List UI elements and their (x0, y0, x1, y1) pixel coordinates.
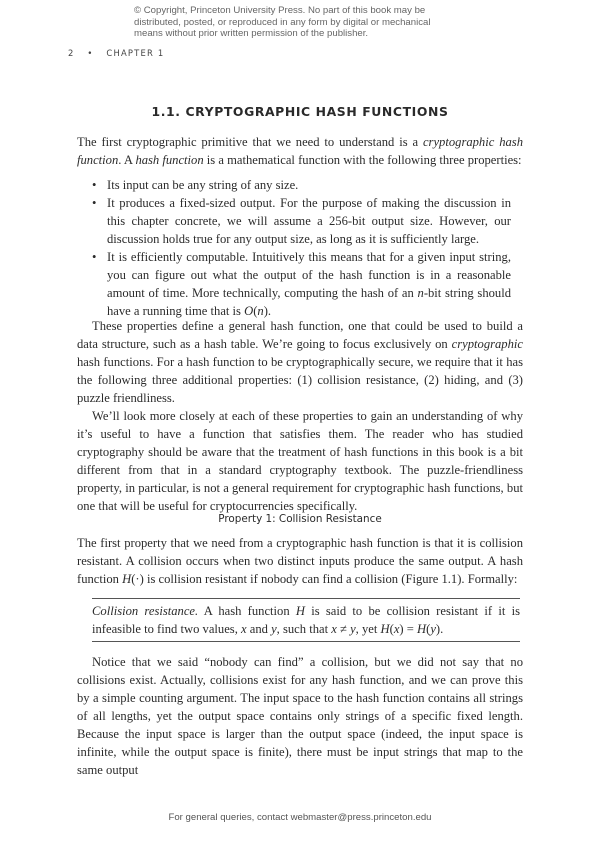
text-run: (·) is collision resistant if nobody can find a collision (Figure 1.1). Formally: (131, 572, 518, 586)
emphasis-term: cryptographic (451, 337, 523, 351)
bullet-separator-icon: • (87, 48, 94, 58)
math-variable: y (350, 622, 356, 636)
paragraph-properties (77, 317, 523, 407)
text-run: , yet (355, 622, 381, 636)
text-run: is a mathematical function with the following three properties: (203, 153, 522, 167)
copyright-line: distributed, posted, or reproduced in any form by digital or mechanical (134, 16, 431, 28)
math-variable: n (257, 304, 264, 318)
list-item-text: Its input can be any string of any size. (107, 178, 299, 192)
list-item (92, 248, 511, 320)
paragraph-counting-argument: Notice that we said “nobody can find” a collision, but we did not say that no collisions exist. Actually, collisions exist for any hash function, and we can prove this by a simple counting argument. The input space to the hash function contains all strings of all lengths, yet the output space contains only strings of a specific fixed length. Because the input space is larger than the output space (indeed, the input space is infinite, while the output space is finite), there must be input strings that map to the same output (77, 655, 523, 777)
text-run: ≠ (336, 622, 351, 636)
subsection-title: Property 1: Collision Resistance (218, 513, 382, 525)
running-head (68, 48, 164, 58)
copyright-line: means without prior written permission of the publisher. (134, 28, 369, 40)
text-run: The first property that we need from a cryptographic hash function is that it is collision resistant. A collision occurs when two distinct inputs produce the same output. A hash function (77, 536, 523, 586)
definition-term: Collision resistance. (92, 604, 199, 618)
math-variable: H (417, 622, 427, 636)
text-run: A hash function (198, 604, 296, 618)
bullet-icon: • (92, 250, 97, 264)
bullet-icon: • (92, 196, 97, 210)
math-variable: H (295, 604, 305, 618)
text-run: ( (253, 304, 258, 318)
math-variable: x (331, 622, 337, 636)
definition-box (92, 598, 520, 642)
text-run: It is efficiently computable. Intuitively this means that for a given input string, you can figure out what the output of the hash function is in a reasonable amount of time. More technically, computing the hash of an (107, 250, 511, 300)
list-item (92, 176, 511, 194)
paragraph-overview: We’ll look more closely at each of these properties to gain an understanding of why it’s useful to have a function that satisfies them. The reader who has studied cryptography should be aware that the treatment of hash functions in this book is a bit different from that in a standard cryptography textbook. The puzzle-friendliness property, in particular, is not a general requirement for cryptographic hash functions, but one that will be useful for cryptocurrencies specifically. (77, 409, 523, 513)
emphasis-term: cryptographic hash function (77, 135, 523, 167)
text-run: ) = (399, 622, 417, 636)
math-variable: H (380, 622, 390, 636)
footer-contact: For general queries, contact webmaster@press.princeton.edu (168, 812, 432, 823)
text-run: -bit string should have a running time that is (107, 286, 512, 318)
text-run: ( (426, 622, 431, 636)
paragraph-intro (77, 133, 523, 169)
page-number: 2 (68, 48, 75, 58)
text-run: . A (118, 153, 136, 167)
math-variable: x (241, 622, 247, 636)
text-run: hash functions. For a hash function to be cryptographically secure, we require that it has the following three additional properties: (1) collision resistance, (2) hiding, and (3) puzzle friendliness. (77, 355, 523, 405)
chapter-label: CHAPTER 1 (106, 48, 165, 58)
text-run: ). (435, 622, 444, 636)
paragraph-collision-intro (77, 534, 523, 588)
text-run: ). (263, 304, 272, 318)
text-run: ( (389, 622, 394, 636)
text-run: The first cryptographic primitive that we need to understand is a (77, 135, 423, 149)
math-variable: y (271, 622, 277, 636)
text-run: , such that (276, 622, 332, 636)
emphasis-term: hash function (135, 153, 204, 167)
text-run: and (246, 622, 272, 636)
section-title: 1.1. CRYPTOGRAPHIC HASH FUNCTIONS (151, 104, 449, 119)
math-variable: O (244, 304, 254, 318)
properties-list (92, 176, 511, 320)
math-variable: x (393, 622, 400, 636)
bullet-icon: • (92, 178, 97, 192)
list-item-text: It produces a fixed-sized output. For the purpose of making the discussion in this chapter concrete, we will assume a 256-bit output size. However, our discussion holds true for any output size, as long as it is sufficiently large. (107, 196, 511, 246)
text-run: These properties define a general hash function, one that could be used to build a data structure, such as a hash table. We’re going to focus exclusively on (77, 319, 523, 351)
list-item (92, 194, 511, 248)
copyright-notice (134, 5, 434, 40)
text-run: is said to be collision resistant if it is infeasible to find two values, (92, 604, 520, 636)
math-variable: n (417, 286, 424, 300)
math-variable: H (122, 572, 132, 586)
math-variable: y (430, 622, 436, 636)
copyright-line: © Copyright, Princeton University Press. No part of this book may be (134, 5, 426, 16)
